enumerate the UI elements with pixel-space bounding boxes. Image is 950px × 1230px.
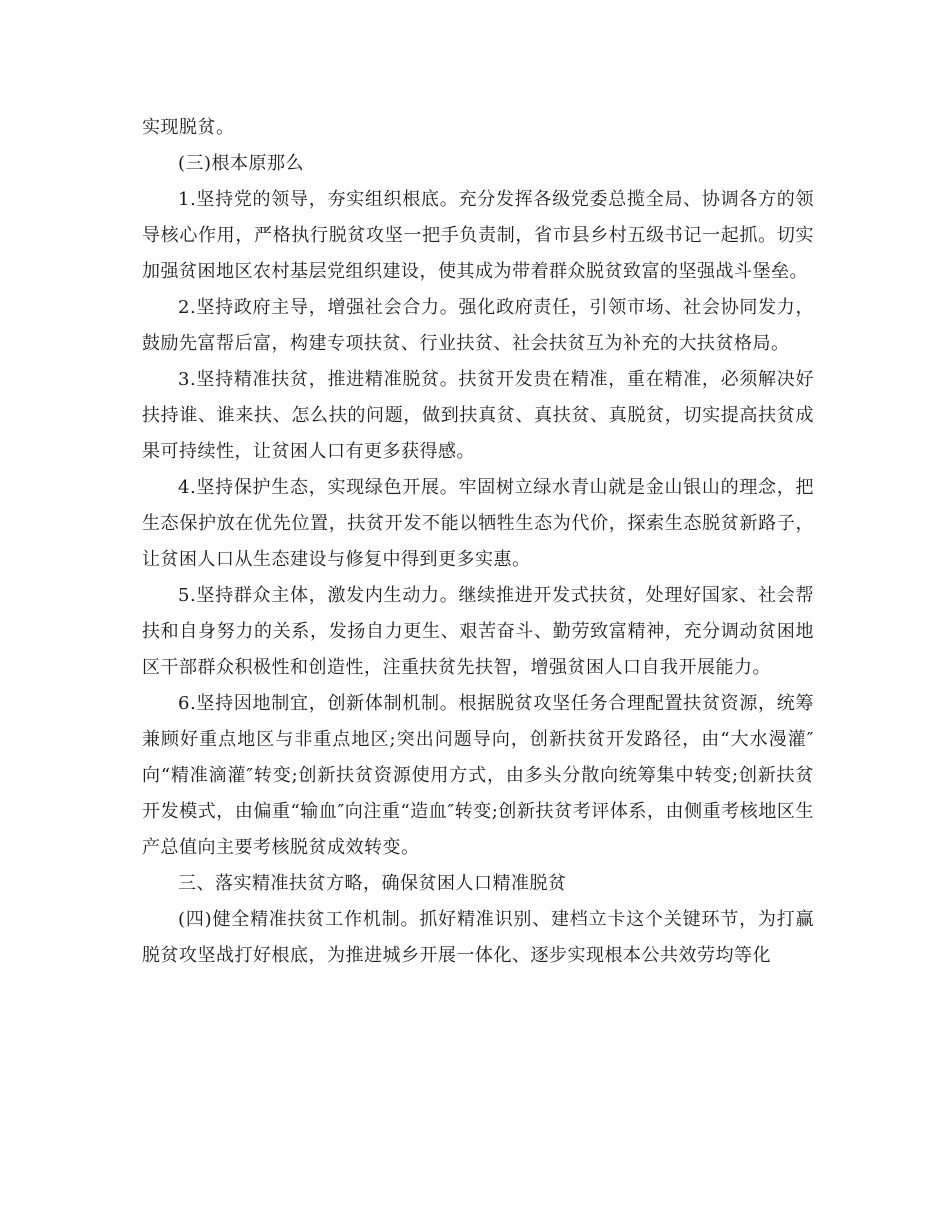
paragraph-principle-6: 6.坚持因地制宜，创新体制机制。根据脱贫攻坚任务合理配置扶贫资源，统筹兼顾好重点地区与非重点地区;突出问题导向，创新扶贫开发路径，由“大水漫灌″向“精准滴灌″转变;创新扶贫资源使用方式，由多头分散向统筹集中转变;创新扶贫开发模式，由偏重“输血″向注重“造血″转变;创新扶贫考评体系，由侧重考核地区生产总值向主要考核脱贫成效转变。	[142, 693, 814, 858]
paragraph-principle-2: 2.坚持政府主导，增强社会合力。强化政府责任，引领市场、社会协同发力，鼓励先富帮后富，构建专项扶贫、行业扶贫、社会扶贫互为补充的大扶贫格局。	[142, 297, 814, 354]
section-heading-principles: (三)根本原那么	[178, 153, 305, 174]
paragraph-principle-5: 5.坚持群众主体，激发内生动力。继续推进开发式扶贫，处理好国家、社会帮扶和自身努力的关系，发扬自力更生、艰苦奋斗、勤劳致富精神，充分调动贫困地区干部群众积极性和创造性，注重扶贫先扶智，增强贫困人口自我开展能力。	[142, 585, 814, 678]
document-body	[142, 110, 814, 974]
paragraph-principle-1: 1.坚持党的领导，夯实组织根底。充分发挥各级党委总揽全局、协调各方的领导核心作用，严格执行脱贫攻坚一把手负责制，省市县乡村五级书记一起抓。切实加强贫困地区农村基层党组织建设，使其成为带着群众脱贫致富的坚强战斗堡垒。	[142, 189, 814, 282]
paragraph-principle-3: 3.坚持精准扶贫，推进精准脱贫。扶贫开发贵在精准，重在精准，必须解决好扶持谁、谁来扶、怎么扶的问题，做到扶真贫、真扶贫、真脱贫，切实提高扶贫成果可持续性，让贫困人口有更多获得感。	[142, 369, 814, 462]
section-heading-three: 三、落实精准扶贫方略，确保贫困人口精准脱贫	[178, 873, 567, 894]
paragraph-principle-4: 4.坚持保护生态，实现绿色开展。牢固树立绿水青山就是金山银山的理念，把生态保护放在优先位置，扶贫开发不能以牺牲生态为代价，探索生态脱贫新路子，让贫困人口从生态建设与修复中得到更多实惠。	[142, 477, 814, 570]
paragraph-continuation: 实现脱贫。	[142, 117, 235, 138]
paragraph-section-four: (四)健全精准扶贫工作机制。抓好精准识别、建档立卡这个关键环节，为打赢脱贫攻坚战打好根底，为推进城乡开展一体化、逐步实现根本公共效劳均等化	[142, 909, 814, 966]
